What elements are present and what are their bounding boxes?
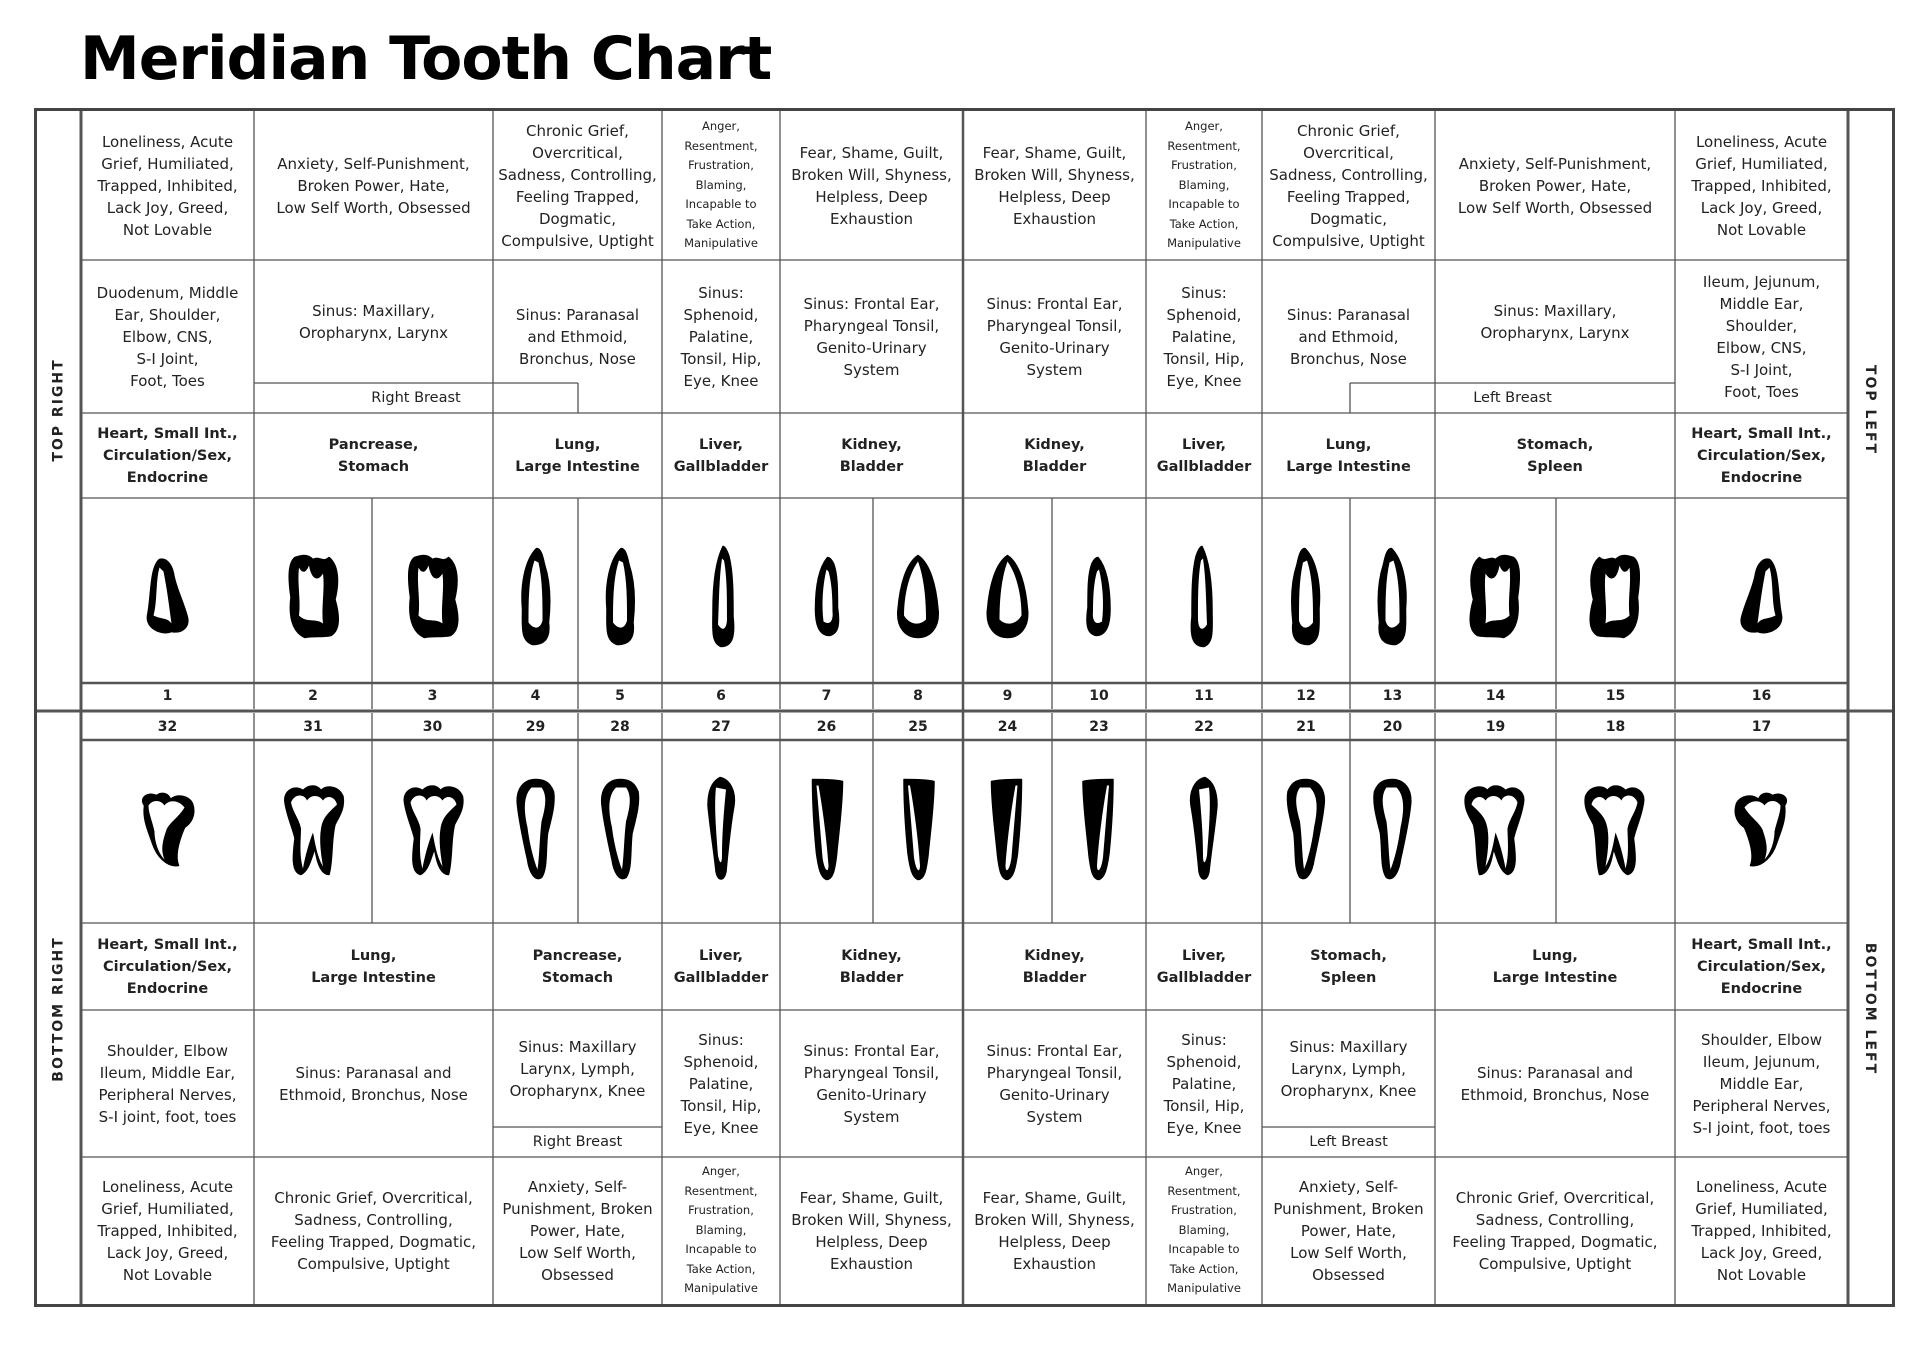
anatomy-cell: Sinus: Maxillary Larynx, Lymph, Oropharynx, Knee: [509, 1037, 646, 1100]
tooth-number: 25: [908, 718, 928, 735]
emotion-cell: Anger, Resentment, Frustration, Blaming, Incapable to Take Action, Manipulative: [684, 1164, 758, 1296]
anatomy-cell: Sinus: Frontal Ear, Pharyngeal Tonsil, Genito-Urinary System: [803, 1041, 940, 1126]
organ-cell: Lung, Large Intestine: [1286, 436, 1411, 475]
emotion-cell: Anger, Resentment, Frustration, Blaming, Incapable to Take Action, Manipulative: [684, 119, 758, 251]
emotion-cell: Anger, Resentment, Frustration, Blaming, Incapable to Take Action, Manipulative: [1167, 1164, 1241, 1296]
organ-cell: Kidney, Bladder: [839, 947, 904, 986]
canine-tooth-icon: [713, 547, 734, 647]
anatomy-cell: Sinus: Sphenoid, Palatine, Tonsil, Hip, Eye, Knee: [680, 283, 762, 390]
tooth-number: 6: [716, 688, 726, 704]
anatomy-cell: Sinus: Frontal Ear, Pharyngeal Tonsil, Genito-Urinary System: [986, 1041, 1123, 1126]
anatomy-cell: Sinus: Maxillary, Oropharynx, Larynx: [1480, 301, 1630, 342]
anatomy-cell: Sinus: Sphenoid, Palatine, Tonsil, Hip, Eye, Knee: [1163, 1030, 1245, 1137]
organ-cell: Stomach, Spleen: [1516, 436, 1594, 475]
tooth-number: 31: [303, 718, 323, 735]
tooth-number: 21: [1296, 718, 1316, 735]
tooth-number: 26: [816, 718, 837, 735]
organ-cell: Stomach, Spleen: [1310, 947, 1387, 986]
emotion-cell: Fear, Shame, Guilt, Broken Will, Shyness, Helpless, Deep Exhaustion: [791, 143, 952, 228]
molar-tooth-icon: [1585, 786, 1644, 875]
tooth-number: 1: [162, 688, 173, 704]
breast-label-left: Left Breast: [1473, 390, 1552, 406]
anatomy-cell: Ileum, Jejunum, Middle Ear, Shoulder, Elbow, CNS, S-I Joint, Foot, Toes: [1702, 272, 1821, 401]
anatomy-cell: Sinus: Sphenoid, Palatine, Tonsil, Hip, Eye, Knee: [1163, 283, 1245, 390]
quadrant-label-bottom-left: BOTTOM LEFT: [1862, 942, 1878, 1075]
emotion-cell: Anxiety, Self- Punishment, Broken Power, Hate, Low Self Worth, Obsessed: [502, 1177, 653, 1284]
anatomy-cell: Sinus: Paranasal and Ethmoid, Bronchus, Nose: [515, 305, 640, 368]
tooth-number: 23: [1089, 718, 1109, 735]
anatomy-cell: Sinus: Maxillary Larynx, Lymph, Oropharynx, Knee: [1280, 1037, 1417, 1100]
incisor-tooth-icon: [1083, 780, 1113, 880]
anatomy-cell: Shoulder, Elbow Ileum, Jejunum, Middle Ear, Peripheral Nerves, S-I joint, foot, toes: [1692, 1030, 1831, 1137]
premolar-tooth-icon: [1287, 780, 1324, 879]
organ-cell: Pancrease, Stomach: [328, 436, 419, 475]
molar-tooth-icon: [1590, 556, 1639, 638]
quadrant-label-bottom-right: BOTTOM RIGHT: [51, 935, 68, 1082]
premolar-tooth-icon: [607, 549, 635, 645]
tooth-number: 19: [1485, 718, 1506, 735]
organ-cell: Liver, Gallbladder: [1156, 947, 1252, 986]
tooth-number: 32: [157, 718, 178, 735]
molar-tooth-icon: [409, 556, 458, 638]
tooth-number: 24: [997, 718, 1018, 735]
incisor-tooth-icon: [813, 780, 843, 880]
emotion-cell: Anxiety, Self-Punishment, Broken Power, Hate, Low Self Worth, Obsessed: [276, 154, 471, 217]
emotion-cell: Anxiety, Self- Punishment, Broken Power, Hate, Low Self Worth, Obsessed: [1273, 1177, 1424, 1284]
emotion-cell: Fear, Shame, Guilt, Broken Will, Shyness, Helpless, Deep Exhaustion: [974, 143, 1135, 228]
breast-label-left: Left Breast: [1309, 1134, 1388, 1150]
anatomy-cell: Duodenum, Middle Ear, Shoulder, Elbow, CNS, S-I Joint, Foot, Toes: [96, 283, 239, 390]
emotion-cell: Loneliness, Acute Grief, Humiliated, Trapped, Inhibited, Lack Joy, Greed, Not Lovable: [1691, 132, 1832, 239]
quadrant-label-top-left: TOP LEFT: [1862, 364, 1878, 456]
organ-cell: Lung, Large Intestine: [311, 947, 436, 986]
organ-cell: Heart, Small Int., Circulation/Sex, Endocrine: [97, 936, 238, 997]
wisdom-tooth-icon: [1741, 559, 1781, 633]
tooth-number: 5: [615, 688, 625, 704]
organ-cell: Liver, Gallbladder: [673, 436, 769, 475]
organ-cell: Kidney, Bladder: [1022, 436, 1087, 475]
canine-tooth-icon: [1191, 778, 1217, 880]
organ-cell: Lung, Large Intestine: [1492, 947, 1618, 986]
anatomy-cell: Sinus: Frontal Ear, Pharyngeal Tonsil, Genito-Urinary System: [986, 294, 1123, 379]
central-tooth-icon: [987, 556, 1028, 638]
premolar-tooth-icon: [602, 780, 639, 879]
tooth-number: 15: [1605, 688, 1626, 704]
organ-cell: Lung, Large Intestine: [515, 436, 640, 475]
central-tooth-icon: [898, 556, 939, 638]
lateral-tooth-icon: [816, 558, 839, 636]
tooth-number: 27: [711, 718, 731, 735]
organ-cell: Heart, Small Int., Circulation/Sex, Endocrine: [1691, 425, 1832, 486]
emotion-cell: Loneliness, Acute Grief, Humiliated, Trapped, Inhibited, Lack Joy, Greed, Not Lovable: [1691, 1177, 1832, 1284]
organ-cell: Heart, Small Int., Circulation/Sex, Endocrine: [97, 425, 238, 486]
premolar-tooth-icon: [517, 780, 554, 879]
incisor-tooth-icon: [992, 780, 1022, 880]
anatomy-cell: Shoulder, Elbow Ileum, Middle Ear, Peripheral Nerves, S-I joint, foot, toes: [98, 1041, 237, 1126]
tooth-number: 8: [913, 688, 923, 704]
anatomy-cell: Sinus: Paranasal and Ethmoid, Bronchus, Nose: [279, 1063, 468, 1104]
organ-cell: Kidney, Bladder: [839, 436, 904, 475]
tooth-number: 17: [1751, 718, 1772, 735]
tooth-number: 9: [1002, 688, 1013, 704]
emotion-cell: Chronic Grief, Overcritical, Sadness, Controlling, Feeling Trapped, Dogmatic, Compulsive, Uptight: [1452, 1188, 1658, 1273]
canine-tooth-icon: [1191, 547, 1212, 647]
tooth-number: 22: [1194, 718, 1214, 735]
emotion-cell: Fear, Shame, Guilt, Broken Will, Shyness, Helpless, Deep Exhaustion: [974, 1188, 1135, 1273]
premolar-tooth-icon: [1378, 549, 1406, 645]
tooth-number: 28: [610, 718, 630, 735]
tooth-number: 14: [1485, 688, 1506, 704]
organ-cell: Heart, Small Int., Circulation/Sex, Endocrine: [1691, 936, 1832, 997]
tooth-number: 7: [821, 688, 832, 704]
quadrant-label-top-right: TOP RIGHT: [51, 358, 67, 462]
emotion-cell: Loneliness, Acute Grief, Humiliated, Trapped, Inhibited, Lack Joy, Greed, Not Lovable: [97, 132, 238, 239]
chart-title: Meridian Tooth Chart: [80, 24, 772, 94]
molar-tooth-icon: [404, 786, 463, 875]
emotion-cell: Chronic Grief, Overcritical, Sadness, Controlling, Feeling Trapped, Dogmatic, Compulsive, Uptight: [498, 121, 657, 250]
anatomy-cell: Sinus: Frontal Ear, Pharyngeal Tonsil, Genito-Urinary System: [803, 294, 940, 379]
organ-cell: Liver, Gallbladder: [1156, 436, 1252, 475]
tooth-number: 11: [1194, 688, 1214, 704]
tooth-number: 16: [1751, 688, 1772, 704]
anatomy-cell: Sinus: Sphenoid, Palatine, Tonsil, Hip, Eye, Knee: [680, 1030, 762, 1137]
emotion-cell: Chronic Grief, Overcritical, Sadness, Controlling, Feeling Trapped, Dogmatic, Compulsive, Uptight: [1269, 121, 1428, 250]
lateral-tooth-icon: [1087, 558, 1110, 636]
molar-tooth-icon: [285, 786, 344, 875]
tooth-number: 20: [1382, 718, 1403, 735]
tooth-number: 3: [427, 688, 438, 704]
anatomy-cell: Sinus: Paranasal and Ethmoid, Bronchus, Nose: [1460, 1063, 1650, 1104]
tooth-number: 10: [1089, 688, 1109, 704]
wisdom-tooth-icon: [147, 559, 187, 633]
organ-cell: Pancrease, Stomach: [532, 947, 623, 986]
canine-tooth-icon: [708, 778, 734, 880]
tooth-number: 12: [1296, 688, 1316, 704]
premolar-tooth-icon: [1374, 780, 1411, 879]
organ-cell: Liver, Gallbladder: [673, 947, 769, 986]
incisor-tooth-icon: [904, 780, 934, 880]
tooth-number: 2: [308, 688, 318, 704]
tooth-number: 29: [525, 718, 546, 735]
emotion-cell: Fear, Shame, Guilt, Broken Will, Shyness, Helpless, Deep Exhaustion: [791, 1188, 952, 1273]
breast-label-right: Right Breast: [371, 390, 461, 406]
molar-tooth-icon: [1470, 556, 1519, 638]
emotion-cell: Anger, Resentment, Frustration, Blaming, Incapable to Take Action, Manipulative: [1167, 119, 1241, 251]
tooth-number: 4: [530, 688, 541, 704]
emotion-cell: Anxiety, Self-Punishment, Broken Power, Hate, Low Self Worth, Obsessed: [1457, 154, 1653, 217]
molar-tooth-icon: [289, 556, 338, 638]
anatomy-cell: Sinus: Maxillary, Oropharynx, Larynx: [299, 301, 448, 342]
breast-label-right: Right Breast: [532, 1134, 623, 1150]
molar-tooth-icon: [1465, 786, 1524, 875]
wisdom-tooth-icon: [143, 793, 194, 865]
organ-cell: Kidney, Bladder: [1022, 947, 1087, 986]
anatomy-cell: Sinus: Paranasal and Ethmoid, Bronchus, Nose: [1286, 305, 1411, 368]
premolar-tooth-icon: [1292, 549, 1320, 645]
emotion-cell: Chronic Grief, Overcritical, Sadness, Controlling, Feeling Trapped, Dogmatic, Compulsive, Uptight: [270, 1188, 477, 1273]
tooth-number: 13: [1382, 688, 1403, 704]
tooth-number: 18: [1605, 718, 1626, 735]
tooth-number: 30: [422, 718, 443, 735]
premolar-tooth-icon: [522, 549, 550, 645]
wisdom-tooth-icon: [1735, 793, 1786, 865]
emotion-cell: Loneliness, Acute Grief, Humiliated, Trapped, Inhibited, Lack Joy, Greed, Not Lovable: [97, 1177, 238, 1284]
